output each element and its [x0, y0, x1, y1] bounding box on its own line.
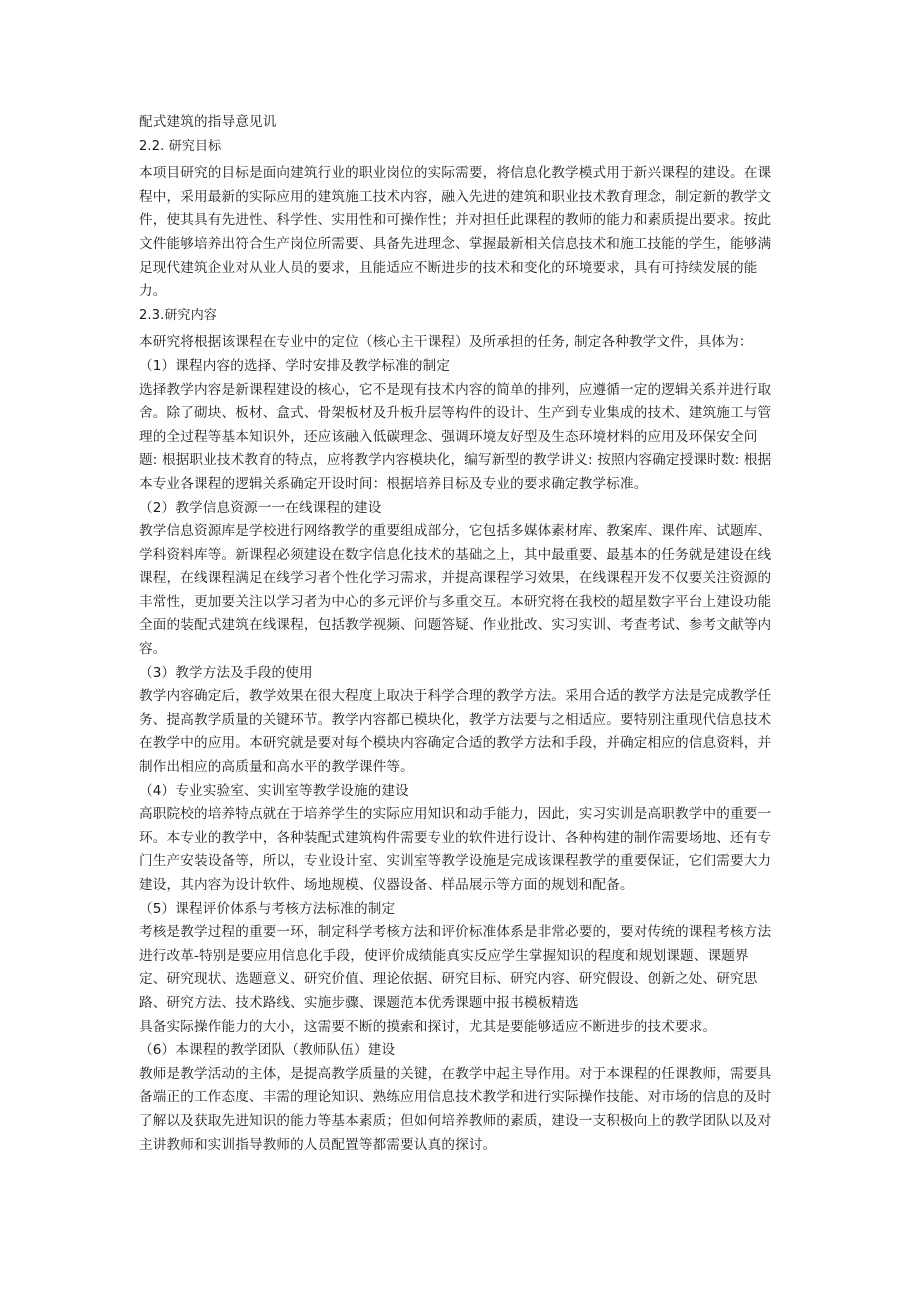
- text-line: 主讲教师和实训指导教师的人员配置等都需要认真的探讨。: [139, 1136, 497, 1153]
- text-line: 建设，其内容为设计软件、场地规模、仪器设备、样品展示等方面的规划和配备。: [139, 877, 634, 893]
- text-line: 件，使其具有先进性、科学性、实用性和可操作性；并对担任此课程的教师的能力和素质提出要求。按此: [139, 212, 772, 229]
- text-line: （5）课程评价体系与考核方法标准的制定: [139, 900, 396, 917]
- text-line: 进行改革-特别是要应用信息化手段，使评价成绩能真实反应学生掌握知识的程度和规划课题、课题界: [139, 947, 749, 964]
- text-line: （1）课程内容的选择、学时安排及教学标准的制定: [139, 357, 451, 374]
- text-line: 定、研究现状、选题意义、研究价值、理论依据、研究目标、研究内容、研究假设、创新之处、研究思: [139, 971, 758, 988]
- text-line: 题: 根据职业技术教育的特点，应将教学内容模块化，编写新型的教学讲义: 按照内容确定授课时数: 根据: [139, 452, 772, 469]
- text-line: （2）教学信息资源一一在线课程的建设: [139, 499, 382, 516]
- text-line: 配式建筑的指导意见讥: [139, 114, 277, 130]
- text-line: 舍。除了砌块、板材、盒式、骨架板材及升板升层等构件的设计、生产到专业集成的技术、建筑施工与管: [139, 405, 772, 422]
- text-line: 教学信息资源库是学校进行网络教学的重要组成部分，它包括多媒体素材库、教案库、课件库、试题库、: [139, 523, 772, 540]
- text-line: 具备实际操作能力的大小，这需要不断的摸索和探讨，尤其是要能够适应不断进步的技术要求。: [139, 1018, 717, 1035]
- text-line: 教师是教学活动的主体，是提高教学质量的关键，在教学中起主导作用。对于本课程的任课教师，需要具: [139, 1065, 772, 1082]
- text-line: 丰常性，更加要关注以学习者为中心的多元评价与多重交互。本研究将在我校的超星数字平台上建设功能: [139, 593, 772, 610]
- section-heading: 2.3.研究内容: [139, 307, 218, 323]
- text-line: 务、提高教学质量的关键环节。教学内容都已模块化，教学方法要与之相适应。要特别注重现代信息技术: [139, 711, 772, 728]
- text-line: 考核是教学过程的重要一环，制定科学考核方法和评价标准体系是非常必要的，要对传统的课程考核方法: [139, 924, 772, 941]
- text-line: 了解以及获取先进知识的能力等基本素质；但如何培养教师的素质，建设一支积极向上的教学团队以及对: [139, 1112, 772, 1129]
- text-line: 选择教学内容是新课程建设的核心，它不是现有技术内容的简单的排列，应遵循一定的逻辑关系并进行取: [139, 381, 772, 398]
- text-line: 容。: [139, 641, 167, 658]
- text-line: 课程，在线课程满足在线学习者个性化学习需求，并提高课程学习效果，在线课程开发不仅要关注资源的: [139, 570, 772, 587]
- text-line: 全面的装配式建筑在线课程，包括教学视频、问题答疑、作业批改、实习实训、考查考试、参考文献等内: [139, 617, 772, 634]
- text-line: 路、研究方法、技术路线、实施步骤、课题范本优秀课题中报书模板精选: [139, 994, 579, 1011]
- text-line: （4）专业实验室、实训室等教学设施的建设: [139, 782, 409, 799]
- text-line: 高职院校的培养特点就在于培养学生的实际应用知识和动手能力，因此，实习实训是高职教学中的重要一: [139, 806, 772, 823]
- text-line: 本项目研究的目标是面向建筑行业的职业岗位的实际需要，将信息化教学模式用于新兴课程的建设。在课: [139, 165, 772, 182]
- text-line: 备端正的工作态度、丰需的理论知识、熟练应用信息技术教学和进行实际操作技能、对市场的信息的及时: [139, 1089, 772, 1106]
- text-line: 程中，采用最新的实际应用的建筑施工技术内容，融入先进的建筑和职业技术教育理念，制定新的教学文: [139, 188, 772, 205]
- text-line: 制作出相应的高质量和高水平的教学课件等。: [139, 759, 414, 776]
- text-line: （6）本课程的教学团队（教师队伍）建设: [139, 1042, 396, 1059]
- text-line: 在教学中的应用。本研究就是要对每个模块内容确定合适的教学方法和手段，并确定相应的信息资料，并: [139, 735, 772, 752]
- text-line: 本研究将根据该课程在专业中的定位（核心主干课程）及所承担的任务, 制定各种教学文件，具体为：: [139, 334, 753, 351]
- text-line: （3）教学方法及手段的使用: [139, 664, 313, 681]
- text-line: 理的全过程等基本知识外，还应该融入低碳理念、强调环境友好型及生态环境材料的应用及环保安全问: [139, 428, 758, 445]
- text-line: 教学内容确定后，教学效果在很大程度上取决于科学合理的教学方法。采用合适的教学方法是完成教学任: [139, 688, 772, 705]
- text-line: 力。: [139, 283, 167, 300]
- text-line: 环。本专业的教学中，各种装配式建筑构件需要专业的软件进行设计、各种构建的制作需要场地、还有专: [139, 829, 772, 846]
- text-line: 学科资料库等。新课程必须建设在数字信息化技术的基础之上，其中最重要、最基本的任务就是建设在线: [139, 546, 772, 563]
- document-body: [139, 111, 784, 1157]
- text-line: 本专业各课程的逻辑关系确定开设时间：根据培养目标及专业的要求确定教学标准。: [139, 475, 648, 492]
- text-line: 文件能够培养出符合生产岗位所需要、具备先进理念、掌握最新相关信息技术和施工技能的学生，能够满: [139, 235, 772, 252]
- text-line: 足现代建筑企业对从业人员的要求，且能适应不断进步的技术和变化的环境要求，具有可持续发展的能: [139, 259, 758, 276]
- section-heading: 2.2. 研究目标: [139, 138, 222, 154]
- text-line: 门生产安装设备等，所以，专业设计室、实训室等教学设施是完成该课程教学的重要保证，它们需要大力: [139, 853, 772, 870]
